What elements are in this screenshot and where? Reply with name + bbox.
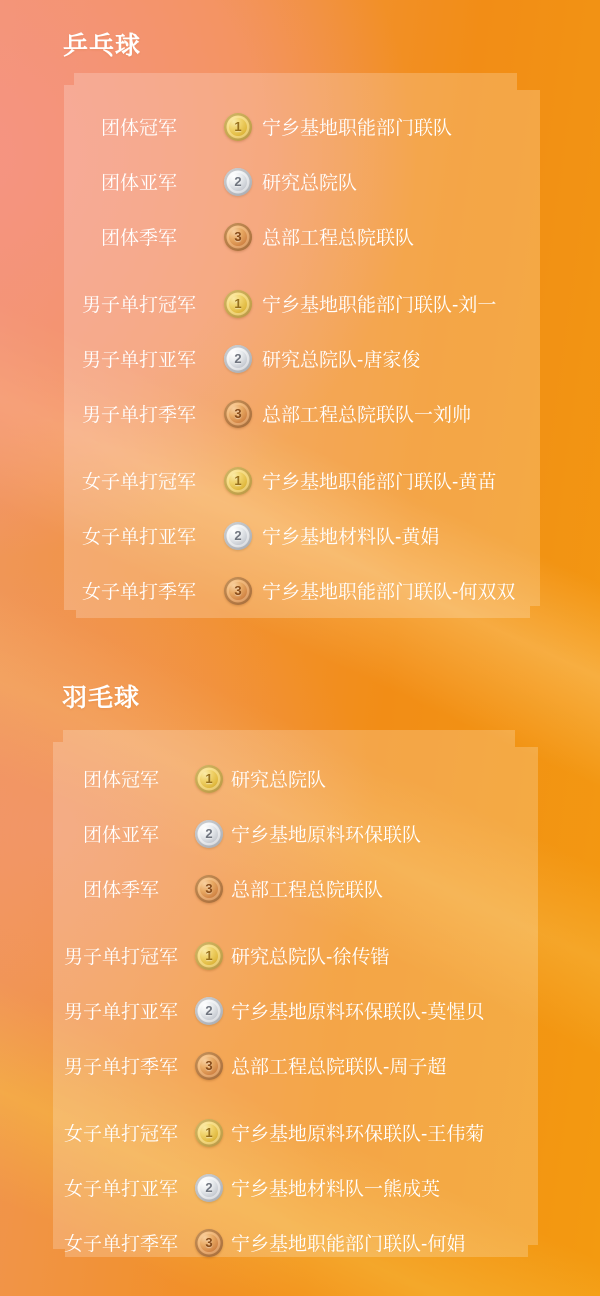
- result-group: [64, 453, 540, 618]
- result-group: [53, 751, 538, 916]
- medal-number: 1: [234, 119, 242, 134]
- results-panel: [53, 730, 538, 1257]
- team-name: 宁乡基地职能部门联队-黄苗: [262, 472, 497, 493]
- team-name: 研究总院队: [231, 770, 327, 791]
- medal-number: 3: [234, 406, 242, 421]
- rank-label: 男子单打亚军: [63, 1002, 178, 1023]
- result-row: [64, 331, 540, 386]
- result-row: [53, 1105, 538, 1160]
- team-name: 宁乡基地原料环保联队: [231, 825, 422, 846]
- team-name: 总部工程总院联队: [262, 228, 415, 249]
- silver-medal-icon: [224, 345, 252, 373]
- result-row: [53, 1160, 538, 1215]
- rank-label: 女子单打冠军: [63, 1124, 178, 1145]
- result-row: [64, 276, 540, 331]
- team-name: 研究总院队: [262, 173, 358, 194]
- result-row: [64, 386, 540, 441]
- bronze-medal-icon: [195, 875, 223, 903]
- medal-number: 1: [205, 771, 213, 786]
- result-row: [53, 806, 538, 861]
- result-group: [64, 276, 540, 441]
- silver-medal-icon: [195, 820, 223, 848]
- result-group: [64, 99, 540, 264]
- result-groups: [53, 751, 538, 1270]
- result-row: [64, 508, 540, 563]
- bronze-medal-icon: [224, 400, 252, 428]
- rank-label: 团体季军: [82, 880, 159, 901]
- gold-medal-icon: [224, 113, 252, 141]
- rank-label: 男子单打冠军: [81, 295, 196, 316]
- result-row: [64, 154, 540, 209]
- rank-label: 女子单打季军: [63, 1234, 178, 1255]
- medal-number: 1: [205, 1125, 213, 1140]
- rank-label: 女子单打冠军: [81, 472, 196, 493]
- medal-number: 1: [205, 948, 213, 963]
- rank-label: 女子单打季军: [81, 582, 196, 603]
- result-row: [53, 751, 538, 806]
- panel-background: [64, 73, 540, 618]
- rank-label: 男子单打冠军: [63, 947, 178, 968]
- team-name: 研究总院队-唐家俊: [262, 350, 421, 371]
- result-row: [64, 453, 540, 508]
- silver-medal-icon: [195, 997, 223, 1025]
- medal-number: 2: [205, 826, 213, 841]
- medal-number: 2: [234, 351, 242, 366]
- rank-label: 团体亚军: [82, 825, 159, 846]
- gold-medal-icon: [195, 942, 223, 970]
- team-name: 宁乡基地材料队-黄娟: [262, 527, 440, 548]
- medal-number: 1: [234, 296, 242, 311]
- gold-medal-icon: [224, 467, 252, 495]
- medal-number: 2: [205, 1003, 213, 1018]
- medal-number: 3: [205, 1235, 213, 1250]
- rank-label: 团体亚军: [100, 173, 177, 194]
- silver-medal-icon: [224, 168, 252, 196]
- team-name: 宁乡基地职能部门联队-何娟: [231, 1234, 466, 1255]
- bronze-medal-icon: [195, 1229, 223, 1257]
- medal-number: 2: [234, 528, 242, 543]
- team-name: 总部工程总院联队一刘帅: [262, 405, 472, 426]
- result-group: [53, 1105, 538, 1270]
- sport-title: 乒乓球: [63, 32, 142, 60]
- rank-label: 团体冠军: [82, 770, 159, 791]
- medal-number: 3: [234, 583, 242, 598]
- rank-label: 男子单打亚军: [81, 350, 196, 371]
- rank-label: 团体季军: [100, 228, 177, 249]
- bronze-medal-icon: [224, 577, 252, 605]
- team-name: 宁乡基地原料环保联队-莫惺贝: [231, 1002, 485, 1023]
- medal-number: 2: [234, 174, 242, 189]
- medal-number: 3: [205, 881, 213, 896]
- team-name: 宁乡基地职能部门联队: [262, 118, 453, 139]
- bronze-medal-icon: [224, 223, 252, 251]
- gold-medal-icon: [195, 1119, 223, 1147]
- result-row: [64, 209, 540, 264]
- medal-number: 2: [205, 1180, 213, 1195]
- silver-medal-icon: [224, 522, 252, 550]
- rank-label: 团体冠军: [100, 118, 177, 139]
- team-name: 宁乡基地材料队一熊成英: [231, 1179, 441, 1200]
- result-row: [53, 861, 538, 916]
- result-row: [53, 983, 538, 1038]
- team-name: 宁乡基地职能部门联队-何双双: [262, 582, 516, 603]
- rank-label: 女子单打亚军: [81, 527, 196, 548]
- rank-label: 女子单打亚军: [63, 1179, 178, 1200]
- team-name: 总部工程总院联队: [231, 880, 384, 901]
- panel-background: [53, 730, 538, 1257]
- result-row: [64, 99, 540, 154]
- gold-medal-icon: [195, 765, 223, 793]
- rank-label: 男子单打季军: [81, 405, 196, 426]
- rank-label: 男子单打季军: [63, 1057, 178, 1078]
- sport-title: 羽毛球: [62, 684, 141, 712]
- medal-number: 3: [205, 1058, 213, 1073]
- medal-number: 3: [234, 229, 242, 244]
- result-groups: [64, 99, 540, 618]
- silver-medal-icon: [195, 1174, 223, 1202]
- result-row: [53, 1215, 538, 1270]
- gold-medal-icon: [224, 290, 252, 318]
- team-name: 宁乡基地职能部门联队-刘一: [262, 295, 497, 316]
- team-name: 总部工程总院联队-周子超: [231, 1057, 447, 1078]
- team-name: 宁乡基地原料环保联队-王伟菊: [231, 1124, 485, 1145]
- team-name: 研究总院队-徐传锴: [231, 947, 390, 968]
- result-group: [53, 928, 538, 1093]
- result-row: [64, 563, 540, 618]
- result-row: [53, 1038, 538, 1093]
- bronze-medal-icon: [195, 1052, 223, 1080]
- medal-number: 1: [234, 473, 242, 488]
- result-row: [53, 928, 538, 983]
- results-panel: [64, 73, 540, 618]
